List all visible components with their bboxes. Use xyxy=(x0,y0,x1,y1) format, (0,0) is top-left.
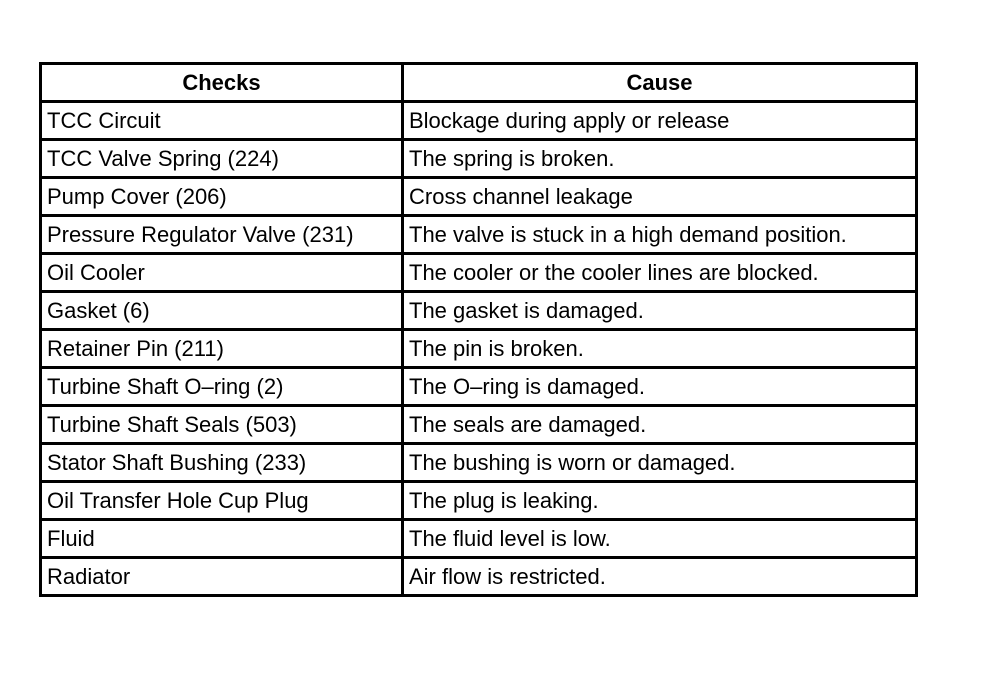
header-cause: Cause xyxy=(403,64,917,102)
cause-cell: The seals are damaged. xyxy=(403,406,917,444)
table-row xyxy=(41,330,917,368)
table-row xyxy=(41,406,917,444)
check-cell: Oil Cooler xyxy=(41,254,403,292)
check-cell: Pump Cover (206) xyxy=(41,178,403,216)
table-row xyxy=(41,520,917,558)
diagnosis-table-container xyxy=(39,62,915,597)
cause-cell: The O–ring is damaged. xyxy=(403,368,917,406)
table-row xyxy=(41,178,917,216)
check-cell: Retainer Pin (211) xyxy=(41,330,403,368)
table-row xyxy=(41,254,917,292)
cause-cell: Blockage during apply or release xyxy=(403,102,917,140)
cause-cell: The fluid level is low. xyxy=(403,520,917,558)
table-header-row xyxy=(41,64,917,102)
table-row xyxy=(41,292,917,330)
cause-cell: Air flow is restricted. xyxy=(403,558,917,596)
check-cell: Turbine Shaft Seals (503) xyxy=(41,406,403,444)
table-row xyxy=(41,368,917,406)
cause-cell: Cross channel leakage xyxy=(403,178,917,216)
cause-cell: The valve is stuck in a high demand position. xyxy=(403,216,917,254)
check-cell: Fluid xyxy=(41,520,403,558)
check-cell: TCC Circuit xyxy=(41,102,403,140)
check-cell: Radiator xyxy=(41,558,403,596)
check-cell: Oil Transfer Hole Cup Plug xyxy=(41,482,403,520)
check-cell: Gasket (6) xyxy=(41,292,403,330)
check-cell: Turbine Shaft O–ring (2) xyxy=(41,368,403,406)
table-row xyxy=(41,444,917,482)
table-row xyxy=(41,216,917,254)
check-cell: TCC Valve Spring (224) xyxy=(41,140,403,178)
check-cell: Pressure Regulator Valve (231) xyxy=(41,216,403,254)
header-checks: Checks xyxy=(41,64,403,102)
cause-cell: The plug is leaking. xyxy=(403,482,917,520)
table-row xyxy=(41,102,917,140)
table-row xyxy=(41,482,917,520)
cause-cell: The bushing is worn or damaged. xyxy=(403,444,917,482)
cause-cell: The cooler or the cooler lines are blocked. xyxy=(403,254,917,292)
cause-cell: The gasket is damaged. xyxy=(403,292,917,330)
diagnosis-table xyxy=(39,62,918,597)
table-row xyxy=(41,558,917,596)
cause-cell: The spring is broken. xyxy=(403,140,917,178)
check-cell: Stator Shaft Bushing (233) xyxy=(41,444,403,482)
cause-cell: The pin is broken. xyxy=(403,330,917,368)
table-row xyxy=(41,140,917,178)
